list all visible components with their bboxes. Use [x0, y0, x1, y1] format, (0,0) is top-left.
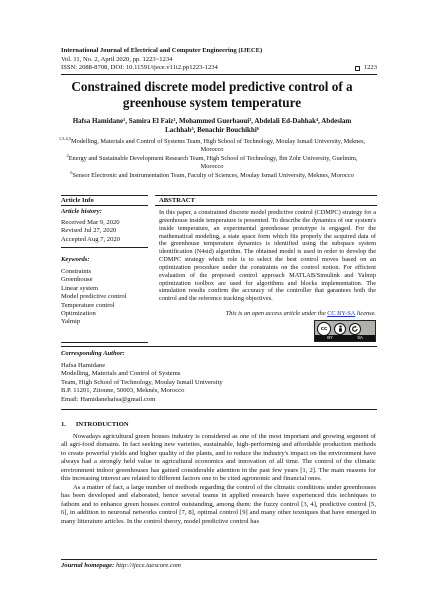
cc-badge-icons [315, 321, 375, 336]
introduction-body [61, 433, 376, 526]
article-info-heading: Article Info [61, 197, 94, 204]
affiliation-3 [40, 169, 384, 180]
introduction-paragraph-2: As a matter of fact, a large number of methods regarding the control of the climatic conditions under greenhouses has been developed and elaborated, hence several teams in applied research have experienced this techniques to fathom and to enhance green houses control outstanding, among them: the fuzzy control [3, 4], predictive control [5, 6], in addition to neuronal networks control [7, 8], optimal control [9] and many other texniques that have emerged in many litterature articles. In the control theory, model predictive control has [61, 483, 376, 525]
affiliation-3-text: Sensor Electronic and Instrumentation Team, Faculty of Sciences, Moulay Ismail University, Meknes, Morocco [72, 172, 354, 179]
affiliation-2-country: Morocco [200, 162, 224, 170]
history-heading: Article history: [61, 208, 102, 215]
corresponding-bottom-rule [61, 409, 377, 410]
person-icon [334, 323, 346, 335]
homepage-url[interactable]: http://ijece.iaescore.com [115, 562, 181, 569]
paper-title-line-1: Constrained discrete model predictive control of a [71, 79, 353, 94]
history-dates [61, 219, 148, 244]
info-top-rule [61, 195, 148, 196]
keywords-bottom-rule [61, 342, 148, 343]
box-bottom-rule [61, 346, 377, 347]
author-school: Team, High School of Technology, Moulay Ismail University [61, 378, 223, 386]
square-icon [355, 66, 360, 71]
introduction-heading: 1. INTRODUCTION [61, 421, 129, 428]
cc-badge-labels [315, 335, 375, 341]
history-bottom-rule [61, 247, 148, 248]
affiliation-1-country: Morocco [200, 145, 224, 153]
journal-header [61, 47, 377, 73]
author-email[interactable]: Email: Hamidanehafsa@gmail.com [61, 395, 156, 403]
introduction-paragraph-1: Nowadays agricultural green houses industry is considered as one of the most important and growing segment of all agri-food domains. In fact seeking new varieties, sustainable, high-performing and affordable production methods to create powerful yields and higher quality of the plants, and to reduce the industry's impact on the environment have always had a strongly held value in agricultural economics and innovation of all time. The control of the climatic environment indoor greenhouses has gained considerable attention in the past few years [1, 2]. The main reasons for this increasing interest are related to different factors one to be cited agronomic and financial ones. [61, 433, 376, 483]
abstract-text: In this paper, a constrained discrete model predictive control (CDMPC) strategy for a greenhouse inside temperature is presented. To describe the dynamics of our system's inside temperature, an experimental greenhouse prototype is engaged. For the mathematical modeling, a state space form which fits properly the acquired data of the greenhouse temperature dynamics is identified using the subspace system identification (N4sid) algorithm. The obtained model is used in order to develop the CDMPC strategy which role is to select the best control moves based on an optimization procedure under the constraints on the control notion. For efficient evaluation of the proposed control approach MATLAB/Simulink and Yalmip optimization toolbox are used for algorithms and blocks implementation. The simulation results confirm the accuracy of the controller that garantees both the control and the reference tracking objectives. [159, 209, 376, 303]
affiliation-2-mark: 2 [66, 152, 69, 158]
person-glyph [337, 325, 344, 333]
sa-label: SA [357, 335, 363, 340]
affiliation-3-mark: 6 [70, 169, 73, 175]
affiliation-1-text: Modelling, Materials and Control of Systems Team, High School of Technology, Moulay Ismail University, Meknes, [70, 138, 366, 145]
keyword-item: Linear system [61, 284, 99, 292]
info-heading-rule [61, 205, 148, 206]
keyword-item: Constraints [61, 268, 92, 275]
affiliation-1-mark: 1,3,4,5 [58, 135, 71, 141]
journal-issn: ISSN: 2088-8708, DOI: 10.11591/ijece.v11i2.pp1223-1234 [61, 64, 218, 72]
paper-title-line-2: greenhouse system temperature [122, 95, 302, 110]
abstract-heading-rule [155, 205, 377, 206]
keyword-item: Model predictive control [61, 293, 127, 301]
corresponding-heading: Corresponding Author: [61, 350, 125, 357]
page-number: 1223 [363, 64, 377, 72]
author-list [40, 117, 384, 135]
journal-volume: Vol. 11, No. 2, April 2020, pp. 1223~1234 [61, 55, 173, 63]
keywords-heading: Keywords: [61, 256, 90, 263]
open-access-prefix: This is an open access article under the [225, 310, 328, 317]
keyword-item: Optimization [61, 310, 96, 318]
open-access-notice [200, 310, 376, 317]
author-line-1: Hafsa Hamidane¹, Samira El Faiz², Mohammed Guerbaoui³, Abdelali Ed-Dahhak⁴, Abdeslam [72, 117, 352, 125]
cc-by-sa-badge[interactable] [314, 320, 376, 342]
keyword-list [61, 268, 151, 327]
affiliation-1 [40, 135, 384, 153]
author-line-2: Lachhab⁵, Benachir Bouchikhi⁶ [165, 126, 259, 134]
cc-icon: cc [317, 322, 331, 336]
author-team: Modelling, Materials and Control of Systems [61, 370, 181, 378]
homepage-label: Journal homepage: [61, 562, 115, 569]
header-divider [61, 74, 377, 75]
abstract-top-rule [155, 195, 377, 196]
journal-homepage [61, 562, 181, 569]
keyword-item: Temperature control [61, 301, 115, 309]
by-label: BY [327, 335, 333, 340]
author-name: Hafsa Hamidane [61, 362, 106, 369]
affiliation-2-text: Energy and Sustainable Development Research Team, High School of Technology, Ibn Zohr University, Guelmim, [68, 155, 358, 162]
footer-divider [61, 559, 377, 560]
share-alike-icon [349, 323, 361, 335]
accepted-date: Accepted Aug 7, 2020 [61, 235, 120, 243]
corresponding-details [61, 362, 301, 404]
affiliations [40, 135, 384, 181]
keyword-item: Yalmip [61, 318, 81, 326]
revised-date: Revised Jul 27, 2020 [61, 227, 117, 235]
journal-name: International Journal of Electrical and Computer Engineering (IJECE) [61, 47, 263, 54]
author-address: B.P. 11201, Zitoune, 50003, Meknès, Morocco [61, 387, 185, 395]
license-link[interactable]: CC BY-SA [327, 310, 356, 317]
received-date: Received Mar 9, 2020 [61, 219, 120, 226]
keyword-item: Greenhouse [61, 276, 93, 284]
open-access-suffix: license. [355, 310, 376, 317]
affiliation-2 [40, 152, 384, 170]
paper-title [40, 79, 384, 111]
share-alike-glyph [351, 325, 359, 333]
abstract-heading: ABSTRACT [159, 197, 195, 204]
